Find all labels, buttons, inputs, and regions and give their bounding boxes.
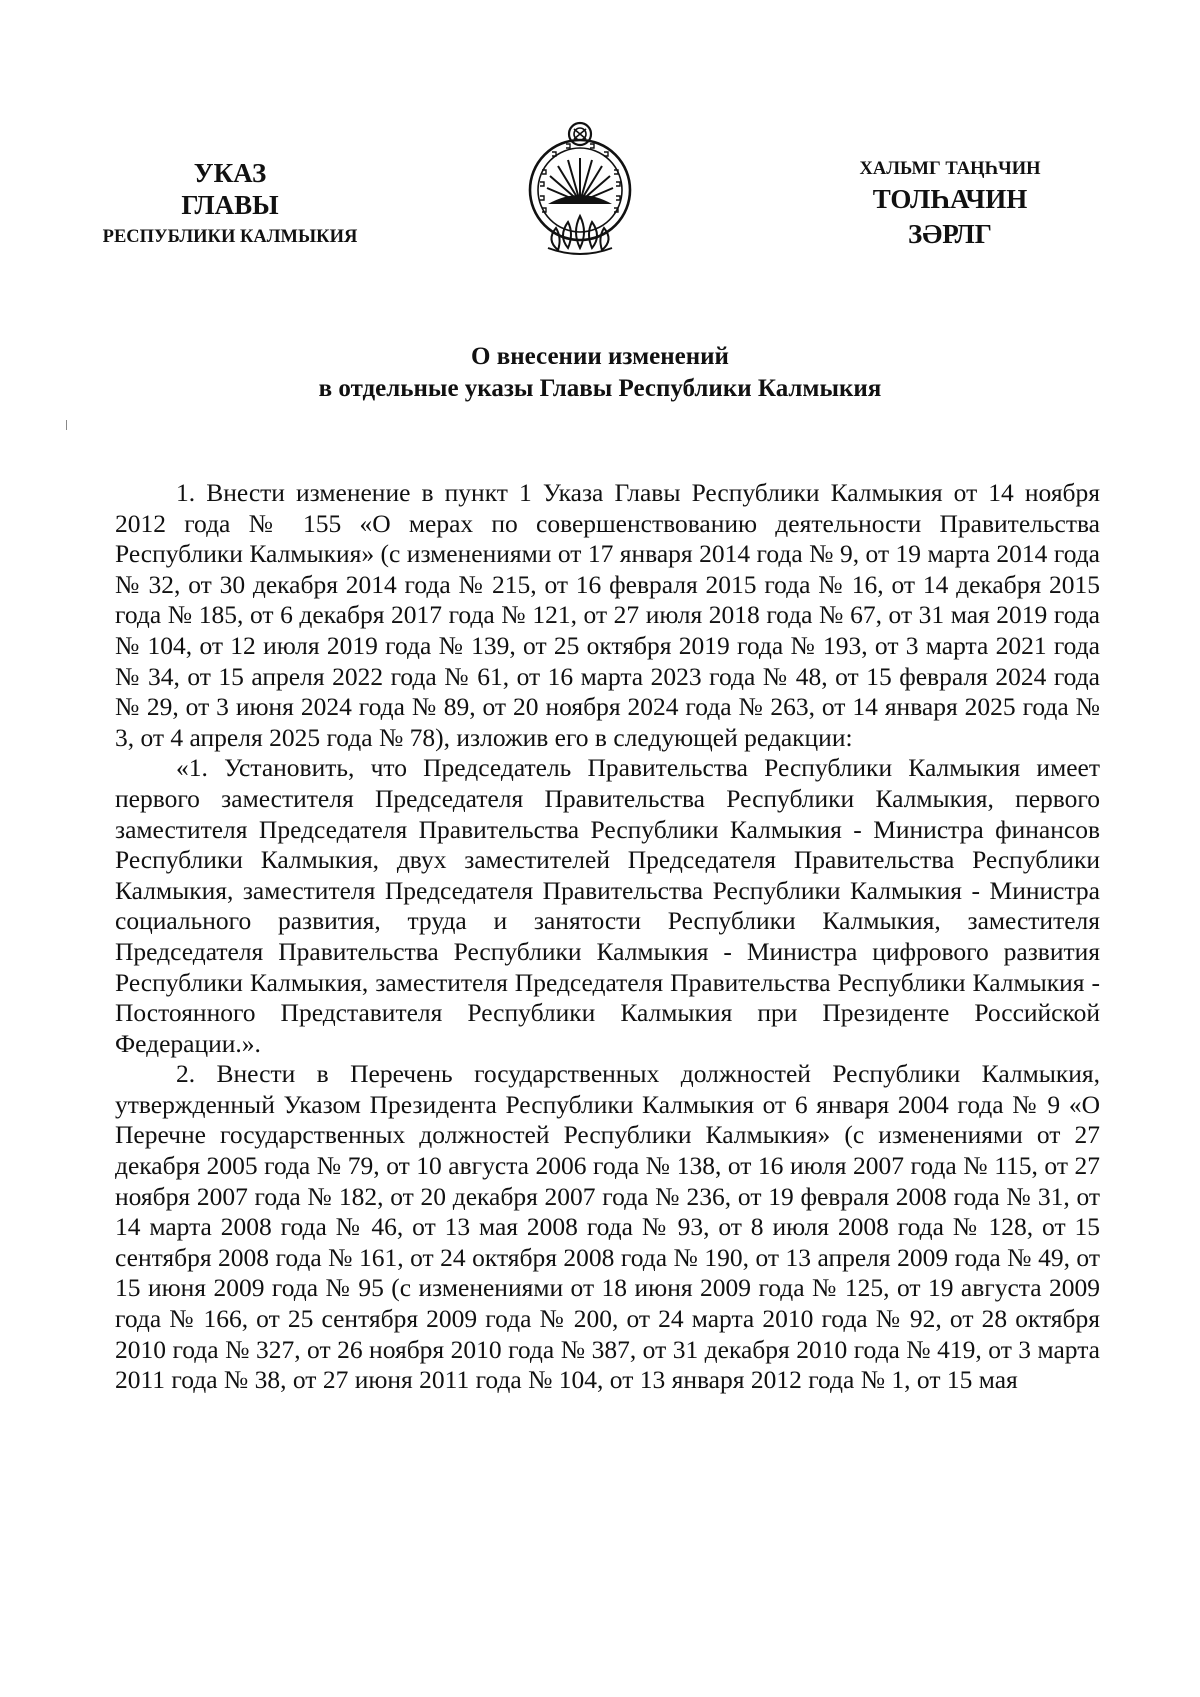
document-body xyxy=(115,478,1100,1396)
title-line2: в отдельные указы Главы Республики Калмыкия xyxy=(318,375,882,402)
header-right-line3: ЗӘРЛГ xyxy=(908,218,992,249)
header-right-line2: ТОЛҺАЧИН xyxy=(872,183,1028,214)
paragraph-2: 2. Внести в Перечень государственных должностей Республики Калмыкия, утвержденный Указом Президента Республики Калмыкия от 6 января 2004 года № 9 «О Перечне государственных должностей Республики Калмыкия» (с изменениями от 27 декабря 2005 года № 79, от 10 августа 2006 года № 138, от 16 июля 2007 года № 115, от 27 ноября 2007 года № 182, от 20 декабря 2007 года № 236, от 19 февраля 2008 года № 31, от 14 марта 2008 года № 46, от 13 мая 2008 года № 93, от 8 июля 2008 года № 128, от 15 сентября 2008 года № 161, от 24 октября 2008 года № 190, от 13 апреля 2009 года № 49, от 15 июня 2009 года № 95 (с изменениями от 18 июня 2009 года № 125, от 19 августа 2009 года № 166, от 25 сентября 2009 года № 200, от 24 марта 2010 года № 92, от 28 октября 2010 года № 327, от 26 ноября 2010 года № 387, от 31 декабря 2010 года № 419, от 3 марта 2011 года № 38, от 27 июня 2011 года № 104, от 13 января 2012 года № 1, от 15 мая xyxy=(115,1059,1100,1395)
document-title xyxy=(100,341,1100,405)
header-right-line1: ХАЛЬМГ ТАҢҺЧИН xyxy=(859,159,1041,179)
header-right-block xyxy=(800,158,1100,250)
header-left-block xyxy=(70,158,390,249)
header-left-line1: УКАЗ xyxy=(193,158,267,188)
title-line1: О внесении изменений xyxy=(471,343,729,370)
header-left-line2: ГЛАВЫ xyxy=(181,189,279,220)
paragraph-1-quote: «1. Установить, что Председатель Правительства Республики Калмыкия имеет первого заместителя Председателя Правительства Республики Калмыкия, первого заместителя Председателя Правительства Республики Калмыкия - Министра финансов Республики Калмыкия, двух заместителей Председателя Правительства Республики Калмыкия, заместителя Председателя Правительства Республики Калмыкия - Министра социального развития, труда и занятости Республики Калмыкия, заместителя Председателя Правительства Республики Калмыкия - Министра цифрового развития Республики Калмыкия, заместителя Председателя Правительства Республики Калмыкия - Постоянного Представителя Республики Калмыкия при Президенте Российской Федерации.». xyxy=(115,753,1100,1058)
kalmykia-coat-of-arms-icon xyxy=(522,120,638,270)
margin-mark xyxy=(66,420,67,430)
header-left-line3: РЕСПУБЛИКИ КАЛМЫКИЯ xyxy=(102,226,358,247)
paragraph-1: 1. Внести изменение в пункт 1 Указа Главы Республики Калмыкия от 14 ноября 2012 года № 155 «О мерах по совершенствованию деятельности Правительства Республики Калмыкия» (с изменениями от 17 января 2014 года № 9, от 19 марта 2014 года № 32, от 30 декабря 2014 года № 215, от 16 февраля 2015 года № 16, от 14 декабря 2015 года № 185, от 6 декабря 2017 года № 121, от 27 июля 2018 года № 67, от 31 мая 2019 года № 104, от 12 июля 2019 года № 139, от 25 октября 2019 года № 193, от 3 марта 2021 года № 34, от 15 апреля 2022 года № 61, от 16 марта 2023 года № 48, от 15 февраля 2024 года № 29, от 3 июня 2024 года № 89, от 20 ноября 2024 года № 263, от 14 января 2025 года № 3, от 4 апреля 2025 года № 78), изложив его в следующей редакции: xyxy=(115,478,1100,752)
